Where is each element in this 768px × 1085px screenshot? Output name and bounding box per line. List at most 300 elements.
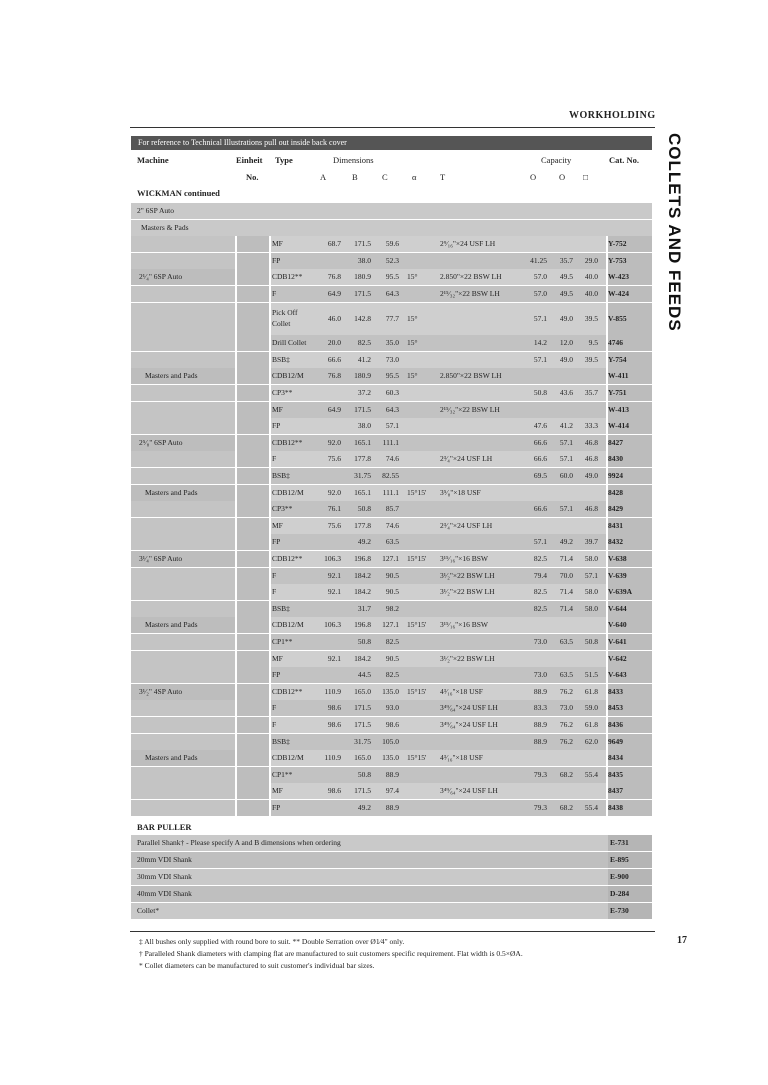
- cell-type: CP1**: [272, 769, 293, 779]
- cell-c: 59.6: [385, 239, 399, 249]
- cell-c2: 57.1: [559, 437, 573, 447]
- cell-a: 64.9: [327, 404, 341, 414]
- cell-b: 44.5: [357, 670, 371, 680]
- cell-b: 31.75: [354, 736, 371, 746]
- cell-a: 110.9: [324, 753, 341, 763]
- cell-c3: 62.0: [584, 736, 598, 746]
- cell-c1: 47.6: [533, 421, 547, 431]
- col-einheit: Einheit: [236, 155, 263, 165]
- cell-c: 82.5: [385, 670, 399, 680]
- cat-no-cell: 8436: [608, 720, 623, 729]
- cell-c: 74.6: [385, 454, 399, 464]
- cell-c: 127.1: [382, 554, 399, 563]
- cat-no-cell: 9649: [608, 736, 623, 746]
- cell-t: 2¹⁵⁄₃₂"×22 BSW LH: [440, 289, 500, 298]
- table-row: [131, 385, 652, 401]
- cell-type: F: [272, 720, 277, 729]
- section-bar-puller: BAR PULLER: [137, 822, 192, 832]
- cell-alpha: 15°15': [407, 753, 427, 763]
- table-row: [131, 435, 652, 451]
- cell-b: 184.2: [354, 570, 371, 580]
- cell-c3: 39.7: [584, 537, 598, 547]
- cell-b: 180.9: [354, 272, 371, 282]
- cell-alpha: 15°: [407, 338, 418, 348]
- table-row: [131, 717, 652, 733]
- cell-a: 110.9: [324, 686, 341, 696]
- cell-a: 92.1: [327, 570, 341, 580]
- cell-t: 3¹⁄₂"×22 BSW LH: [440, 587, 495, 597]
- col-cap-3: □: [583, 172, 589, 182]
- cat-no-cell: V-855: [608, 313, 627, 323]
- col-a: A: [320, 172, 327, 182]
- cell-type: CP1**: [272, 637, 293, 646]
- cell-c3: 58.0: [584, 603, 598, 613]
- table-row: [131, 286, 652, 302]
- cell-c2: 70.0: [559, 570, 573, 580]
- cell-c1: 57.0: [533, 289, 547, 298]
- cat-no-cell: V-639: [608, 570, 627, 580]
- cell-t: 3¹⁵⁄₁₆"×16 BSW: [440, 554, 489, 563]
- cell-c3: 57.1: [584, 570, 598, 580]
- cell-c: 74.6: [385, 520, 399, 530]
- cell-t: 2.850"×22 BSW LH: [440, 272, 502, 282]
- cell-type: CDB12/M: [272, 371, 304, 381]
- cell-alpha: 15°: [407, 272, 418, 282]
- cell-a: 98.6: [327, 720, 341, 729]
- table-row: [131, 651, 652, 667]
- cell-c1: 14.2: [533, 338, 547, 348]
- table-row: [131, 601, 652, 617]
- cell-a: 66.6: [327, 354, 341, 364]
- cell-c2: 43.6: [559, 388, 573, 397]
- table-row: [131, 501, 652, 517]
- cell-type: Drill Collet: [272, 338, 307, 348]
- cell-t: 2.850"×22 BSW LH: [440, 371, 502, 381]
- cell-c3: 39.5: [584, 354, 598, 364]
- cell-a: 68.7: [327, 239, 341, 249]
- cell-a: 76.1: [327, 504, 341, 514]
- cell-t: 2³⁄₄"×24 USF LH: [440, 520, 493, 530]
- col-c: C: [382, 172, 388, 182]
- cell-b: 184.2: [354, 587, 371, 597]
- col-machine: Machine: [137, 155, 169, 165]
- table-row: [131, 352, 652, 368]
- machine-cell: 2¹⁄₄" 6SP Auto: [139, 272, 183, 282]
- table-row: [131, 451, 652, 467]
- cat-no-cell: E-900: [610, 872, 629, 881]
- table-row: [131, 518, 652, 534]
- col-cap-2: O: [559, 172, 566, 182]
- cell-b: 165.1: [354, 487, 371, 497]
- cell-type: CDB12**: [272, 686, 303, 696]
- cat-no-cell: D-284: [610, 889, 630, 898]
- cell-type: F: [272, 454, 277, 464]
- cell-c2: 49.5: [559, 272, 573, 282]
- cell-a: 75.6: [327, 454, 341, 464]
- cell-type: FP: [272, 537, 281, 547]
- cell-c1: 82.5: [533, 554, 547, 563]
- cell-c1: 57.1: [533, 313, 547, 323]
- cell-a: 76.8: [327, 371, 341, 381]
- col-dimensions: Dimensions: [333, 155, 374, 165]
- cell-a: 106.3: [324, 620, 341, 630]
- cell-c: 52.3: [385, 255, 399, 265]
- table-row: [131, 767, 652, 783]
- footnote-3: * Collet diameters can be manufactured to suit customer's individual bar sizes.: [139, 961, 375, 970]
- cell-type: FP: [272, 421, 281, 431]
- cell-c2: 73.0: [559, 703, 573, 713]
- cell-b: 184.2: [354, 653, 371, 663]
- cat-no-cell: 8427: [608, 437, 623, 447]
- cell-c2: 71.4: [559, 554, 573, 563]
- cell-c1: 88.9: [533, 736, 547, 746]
- cell-c3: 49.0: [584, 471, 598, 480]
- table-row: [131, 269, 652, 285]
- cell-b: 171.5: [354, 786, 371, 796]
- cell-c2: 76.2: [559, 720, 573, 729]
- cell-b: 177.8: [354, 520, 371, 530]
- table-row: [131, 750, 652, 766]
- cell-type: CP3**: [272, 388, 293, 397]
- cell-c2: 68.2: [559, 769, 573, 779]
- cell-c3: 29.0: [584, 255, 598, 265]
- cell-c1: 82.5: [533, 603, 547, 613]
- table-row: [131, 220, 652, 236]
- cell-alpha: 15°15': [407, 620, 427, 630]
- table-row: [131, 335, 652, 351]
- cell-c3: 51.5: [584, 670, 598, 680]
- cell-c: 111.1: [382, 437, 399, 447]
- cell-c: 85.7: [385, 504, 399, 514]
- cell-b: 171.5: [354, 404, 371, 414]
- cell-c1: 41.25: [530, 255, 547, 265]
- table-row: [131, 418, 652, 434]
- cat-no-cell: 8428: [608, 487, 623, 497]
- table-row: [131, 634, 652, 650]
- cell-type: CDB12/M: [272, 620, 304, 630]
- side-title-text: COLLETS AND FEEDS: [665, 133, 684, 332]
- reference-banner: For reference to Technical Illustrations pull out inside back cover: [131, 136, 652, 150]
- cell-c3: 40.0: [584, 289, 598, 298]
- cell-t: 3⁴⁹⁄₆₄"×24 USF LH: [440, 786, 498, 796]
- cell-c1: 66.6: [533, 437, 547, 447]
- cell-b: 37.2: [357, 388, 371, 397]
- cat-no-cell: 9924: [608, 471, 623, 480]
- table-row: [131, 734, 652, 750]
- cell-c1: 57.1: [533, 354, 547, 364]
- cat-no-cell: 8435: [608, 769, 623, 779]
- cell-alpha: 15°15': [407, 487, 427, 497]
- cell-t: 4³⁄₁₆"×18 USF: [440, 686, 483, 696]
- cell-b: 180.9: [354, 371, 371, 381]
- table-row: [131, 800, 652, 816]
- cell-b: 196.8: [354, 620, 371, 630]
- cell-c1: 79.3: [533, 769, 547, 779]
- cell-c2: 57.1: [559, 504, 573, 514]
- table-row: [131, 584, 652, 600]
- machine-cell: 2⁵⁄₈" 6SP Auto: [139, 437, 183, 447]
- bar-puller-label: 40mm VDI Shank: [137, 889, 192, 898]
- bar-puller-label: 20mm VDI Shank: [137, 855, 192, 864]
- cell-a: 75.6: [327, 520, 341, 530]
- cell-c: 88.9: [385, 803, 399, 812]
- cell-c2: 49.0: [559, 313, 573, 323]
- cell-type: F: [272, 703, 277, 713]
- machine-cell: 3¹⁄₄" 6SP Auto: [139, 554, 183, 563]
- cell-b: 165.1: [354, 437, 371, 447]
- cell-c: 98.2: [385, 603, 399, 613]
- cell-c: 90.5: [385, 570, 399, 580]
- cell-c: 73.0: [385, 354, 399, 364]
- cell-c2: 63.5: [559, 637, 573, 646]
- cell-c1: 88.9: [533, 720, 547, 729]
- cell-c2: 57.1: [559, 454, 573, 464]
- cell-c: 135.0: [382, 753, 399, 763]
- cell-b: 171.5: [354, 239, 371, 249]
- cat-no-cell: V-641: [608, 637, 627, 646]
- cat-no-cell: W-413: [608, 404, 629, 414]
- bar-puller-row: [131, 903, 652, 919]
- table-row: [131, 485, 652, 501]
- col-capacity: Capacity: [541, 155, 572, 165]
- cell-b: 31.75: [354, 471, 371, 480]
- cat-no-cell: 8453: [608, 703, 623, 713]
- cell-c1: 57.0: [533, 272, 547, 282]
- cell-b: 171.5: [354, 720, 371, 729]
- cell-c1: 57.1: [533, 537, 547, 547]
- cell-a: 64.9: [327, 289, 341, 298]
- cell-c: 60.3: [385, 388, 399, 397]
- cell-type: FP: [272, 670, 281, 680]
- cell-alpha: 15°15': [407, 554, 427, 563]
- cell-type: F: [272, 587, 277, 597]
- cell-c: 63.5: [385, 537, 399, 547]
- cell-c: 82.5: [385, 637, 399, 646]
- cell-b: 49.2: [357, 803, 371, 812]
- machine-cell: Masters & Pads: [141, 222, 189, 232]
- cell-a: 98.6: [327, 703, 341, 713]
- cell-b: 171.5: [354, 703, 371, 713]
- cat-no-cell: W-423: [608, 272, 629, 282]
- cell-c2: 76.2: [559, 736, 573, 746]
- cell-c3: 33.3: [584, 421, 598, 431]
- cell-type: CDB12/M: [272, 753, 304, 763]
- cell-a: 46.0: [327, 313, 341, 323]
- table-row: [131, 468, 652, 484]
- cat-no-cell: V-643: [608, 670, 627, 680]
- cell-type: CDB12**: [272, 437, 303, 447]
- cell-b: 38.0: [357, 421, 371, 431]
- cell-type: MF: [272, 786, 283, 796]
- cell-type: BSB‡: [272, 471, 290, 480]
- col-alpha: α: [412, 172, 417, 182]
- cell-c2: 63.5: [559, 670, 573, 680]
- table-row: [131, 783, 652, 799]
- cell-b: 171.5: [354, 289, 371, 298]
- cell-c3: 39.5: [584, 313, 598, 323]
- cell-b: 50.8: [357, 637, 371, 646]
- cell-t: 3⁴⁹⁄₆₄"×24 USF LH: [440, 703, 498, 713]
- cell-a: 92.1: [327, 587, 341, 597]
- cell-c2: 60.0: [559, 471, 573, 480]
- cell-c1: 69.5: [533, 471, 547, 480]
- cat-no-cell: E-895: [610, 855, 629, 864]
- cell-type: F: [272, 289, 277, 298]
- cat-no-cell: Y-754: [608, 354, 627, 364]
- cell-type: BSB‡: [272, 736, 290, 746]
- cat-no-cell: 8430: [608, 454, 623, 464]
- cell-b: 165.0: [354, 753, 371, 763]
- cat-no-cell: E-731: [610, 838, 629, 847]
- cell-c3: 59.0: [584, 703, 598, 713]
- col-cap-1: O: [530, 172, 537, 182]
- cell-t: 3¹⁵⁄₁₆"×16 BSW: [440, 620, 489, 630]
- footnote-2: † Paralleled Shank diameters with clamping flat are manufactured to suit customers specific requirement. Flat width is 0.5×ØA.: [139, 949, 523, 958]
- cell-type: BSB‡: [272, 603, 290, 613]
- table-row: [131, 368, 652, 384]
- cell-t: 2⁹⁄₁₆"×24 USF LH: [440, 239, 496, 249]
- cell-c2: 49.5: [559, 289, 573, 298]
- cell-c1: 66.6: [533, 504, 547, 514]
- cat-no-cell: V-639A: [608, 587, 633, 597]
- cell-c3: 50.8: [584, 637, 598, 646]
- cat-no-cell: V-638: [608, 554, 627, 563]
- cell-c2: 12.0: [559, 338, 573, 348]
- cell-b: 177.8: [354, 454, 371, 464]
- cell-type: CDB12**: [272, 554, 303, 563]
- cell-c2: 68.2: [559, 803, 573, 812]
- cat-no-cell: 8437: [608, 786, 623, 796]
- machine-cell: Masters and Pads: [145, 753, 198, 763]
- cell-a: 92.0: [327, 437, 341, 447]
- col-type: Type: [275, 155, 293, 165]
- cell-c2: 35.7: [559, 255, 573, 265]
- cat-no-cell: W-411: [608, 371, 629, 381]
- cell-c3: 9.5: [588, 338, 598, 348]
- col-cat-no: Cat. No.: [609, 155, 639, 165]
- bar-puller-label: Collet*: [137, 906, 160, 915]
- cell-c: 64.3: [385, 404, 399, 414]
- bar-puller-row: [131, 852, 652, 868]
- table-row: [131, 253, 652, 269]
- cell-type: FP: [272, 255, 281, 265]
- table-row: [131, 551, 652, 567]
- cat-no-cell: 8433: [608, 686, 623, 696]
- cat-no-cell: W-424: [608, 289, 629, 298]
- table-row: [131, 617, 652, 633]
- cell-a: 76.8: [327, 272, 341, 282]
- cell-t: 3⁴⁹⁄₆₄"×24 USF LH: [440, 720, 498, 729]
- cell-c1: 79.3: [533, 803, 547, 812]
- cell-c: 90.5: [385, 587, 399, 597]
- cat-no-cell: V-642: [608, 653, 627, 663]
- cat-no-cell: 8434: [608, 753, 623, 763]
- cell-c: 90.5: [385, 653, 399, 663]
- cell-c: 135.0: [382, 686, 399, 696]
- cell-c: 105.0: [382, 736, 399, 746]
- cell-type: MF: [272, 404, 283, 414]
- table-row: [131, 700, 652, 716]
- cell-b: 165.0: [354, 686, 371, 696]
- machine-cell: Masters and Pads: [145, 487, 198, 497]
- table-row: [131, 684, 652, 700]
- machine-cell: 3¹⁄₂" 4SP Auto: [139, 686, 183, 696]
- cat-no-cell: Y-753: [608, 255, 627, 265]
- cell-alpha: 15°: [407, 371, 418, 381]
- cell-c3: 46.8: [584, 437, 598, 447]
- cat-no-cell: 8432: [608, 537, 623, 547]
- cell-type: MF: [272, 653, 283, 663]
- cell-c3: 61.8: [584, 686, 598, 696]
- cell-c: 57.1: [385, 421, 399, 431]
- cell-c: 95.5: [385, 371, 399, 381]
- cell-t: 2³⁄₄"×24 USF LH: [440, 454, 493, 464]
- cell-b: 82.5: [357, 338, 371, 348]
- cell-c2: 49.2: [559, 537, 573, 547]
- cat-no-cell: W-414: [608, 421, 629, 431]
- cell-t: 3¹⁄₂"×22 BSW LH: [440, 570, 495, 580]
- cat-no-cell: 4746: [608, 338, 623, 348]
- cell-c2: 41.2: [559, 421, 573, 431]
- bar-puller-label: 30mm VDI Shank: [137, 872, 192, 881]
- col-b: B: [352, 172, 358, 182]
- table-row: [131, 303, 652, 335]
- section-wickman: WICKMAN continued: [137, 188, 220, 198]
- cell-alpha: 15°: [407, 313, 418, 323]
- table-row: [131, 402, 652, 418]
- table-row: [131, 667, 652, 683]
- section-header: WORKHOLDING: [569, 110, 656, 121]
- footnote-1: ‡ All bushes only supplied with round bore to suit. ** Double Serration over Ø1⁄4" only.: [139, 937, 405, 946]
- cell-c2: 76.2: [559, 686, 573, 696]
- cell-c1: 73.0: [533, 637, 547, 646]
- cell-t: 2¹⁵⁄₃₂"×22 BSW LH: [440, 404, 500, 414]
- cell-type: MF: [272, 520, 283, 530]
- cell-c: 127.1: [382, 620, 399, 630]
- cell-b: 31.7: [357, 603, 371, 613]
- cell-t: 3⁵⁄₈"×18 USF: [440, 487, 481, 497]
- cat-no-cell: 8431: [608, 520, 623, 530]
- cell-c3: 58.0: [584, 554, 598, 563]
- cell-c3: 35.7: [584, 388, 598, 397]
- cell-b: 50.8: [357, 769, 371, 779]
- machine-cell: Masters and Pads: [145, 620, 198, 630]
- machine-cell: Masters and Pads: [145, 371, 198, 381]
- cell-c1: 50.8: [533, 388, 547, 397]
- col-t: T: [440, 172, 446, 182]
- cell-b: 196.8: [354, 554, 371, 563]
- cell-t: 3¹⁄₂"×22 BSW LH: [440, 653, 495, 663]
- cat-no-cell: E-730: [610, 906, 629, 915]
- table-row: [131, 236, 652, 252]
- footer-rule: [130, 931, 655, 932]
- table-row: [131, 534, 652, 550]
- cell-c: 111.1: [382, 487, 399, 497]
- bar-puller-label: Parallel Shank† - Please specify A and B dimensions when ordering: [137, 838, 341, 847]
- header-rule: [130, 127, 655, 128]
- cat-no-cell: Y-751: [608, 388, 627, 397]
- cell-c: 98.6: [385, 720, 399, 729]
- cell-c1: 82.5: [533, 587, 547, 597]
- cell-type: CP3**: [272, 504, 293, 514]
- cell-c3: 61.8: [584, 720, 598, 729]
- cell-type: Pick Off Collet: [272, 307, 298, 328]
- cell-c1: 83.3: [533, 703, 547, 713]
- cell-t: 4³⁄₁₆"×18 USF: [440, 753, 483, 763]
- cell-type: CDB12**: [272, 272, 303, 282]
- cell-c: 35.0: [385, 338, 399, 348]
- cell-c: 82.55: [382, 471, 399, 480]
